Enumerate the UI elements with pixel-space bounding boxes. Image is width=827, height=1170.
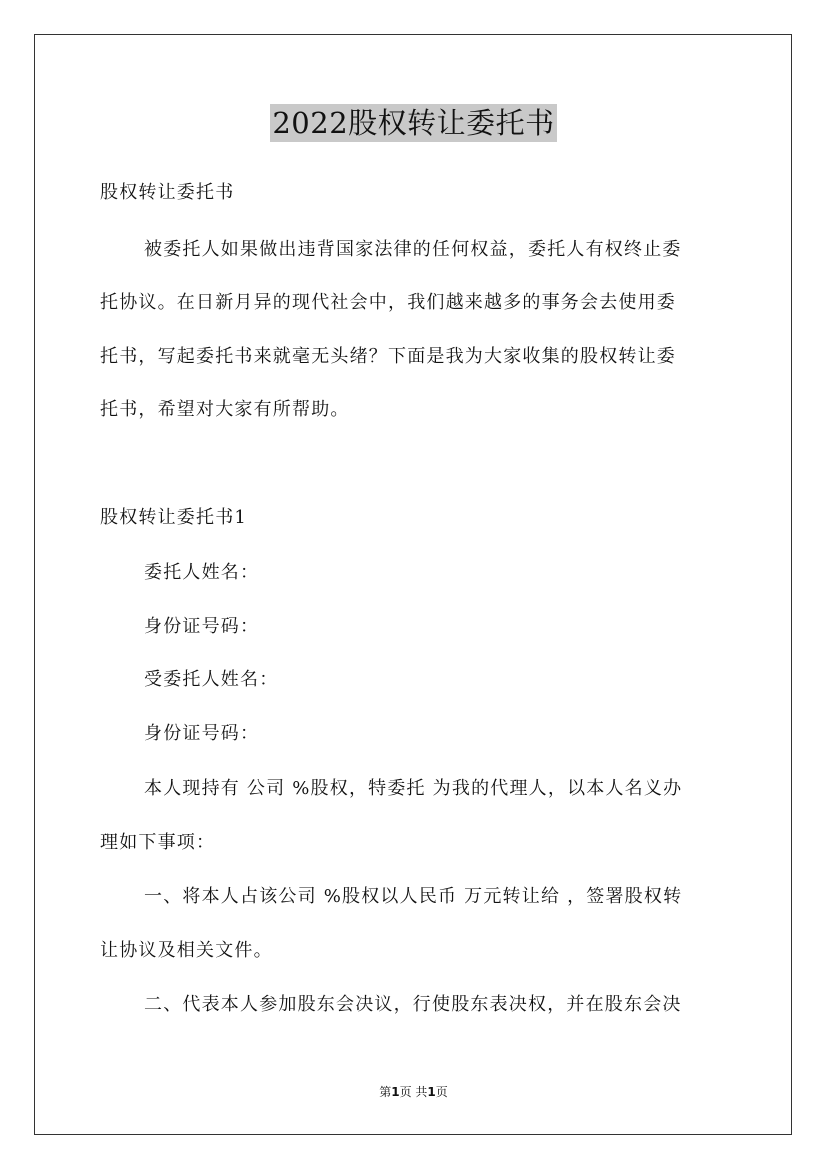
footer-suffix: 页 [435, 1085, 448, 1099]
body-line-4: 让协议及相关文件。 [100, 940, 273, 961]
footer-total-pages: 1 [427, 1085, 436, 1099]
intro-line-3: 托书，写起委托书来就毫无头绪？下面是我为大家收集的股权转让委 [100, 346, 676, 367]
field-agent-name: 受委托人姓名： [144, 669, 279, 690]
intro-line-4: 托书，希望对大家有所帮助。 [100, 399, 350, 420]
section-heading-1: 股权转让委托书1 [100, 507, 248, 528]
page-footer [0, 1084, 827, 1100]
field-agent-id: 身份证号码： [144, 723, 260, 744]
body-line-5: 二、代表本人参加股东会决议，行使股东表决权，并在股东会决 [144, 994, 682, 1015]
body-line-1: 本人现持有 公司 %股权，特委托 为我的代理人，以本人名义办 [144, 778, 683, 799]
footer-mid: 页 共 [399, 1085, 428, 1099]
field-principal-id: 身份证号码： [144, 616, 260, 637]
body-line-2: 理如下事项： [100, 832, 216, 853]
field-principal-name: 委托人姓名： [144, 562, 260, 583]
footer-prefix: 第 [379, 1085, 392, 1099]
document-title: 2022股权转让委托书 [272, 106, 555, 140]
section-heading-main: 股权转让委托书 [100, 182, 235, 203]
body-line-3: 一、将本人占该公司 %股权以人民币 万元转让给 ，签署股权转 [144, 886, 683, 907]
title-container [0, 104, 827, 142]
footer-page-number: 1 [391, 1085, 400, 1099]
intro-line-2: 托协议。在日新月异的现代社会中，我们越来越多的事务会去使用委 [100, 292, 676, 313]
intro-line-1: 被委托人如果做出违背国家法律的任何权益，委托人有权终止委 [144, 239, 682, 260]
